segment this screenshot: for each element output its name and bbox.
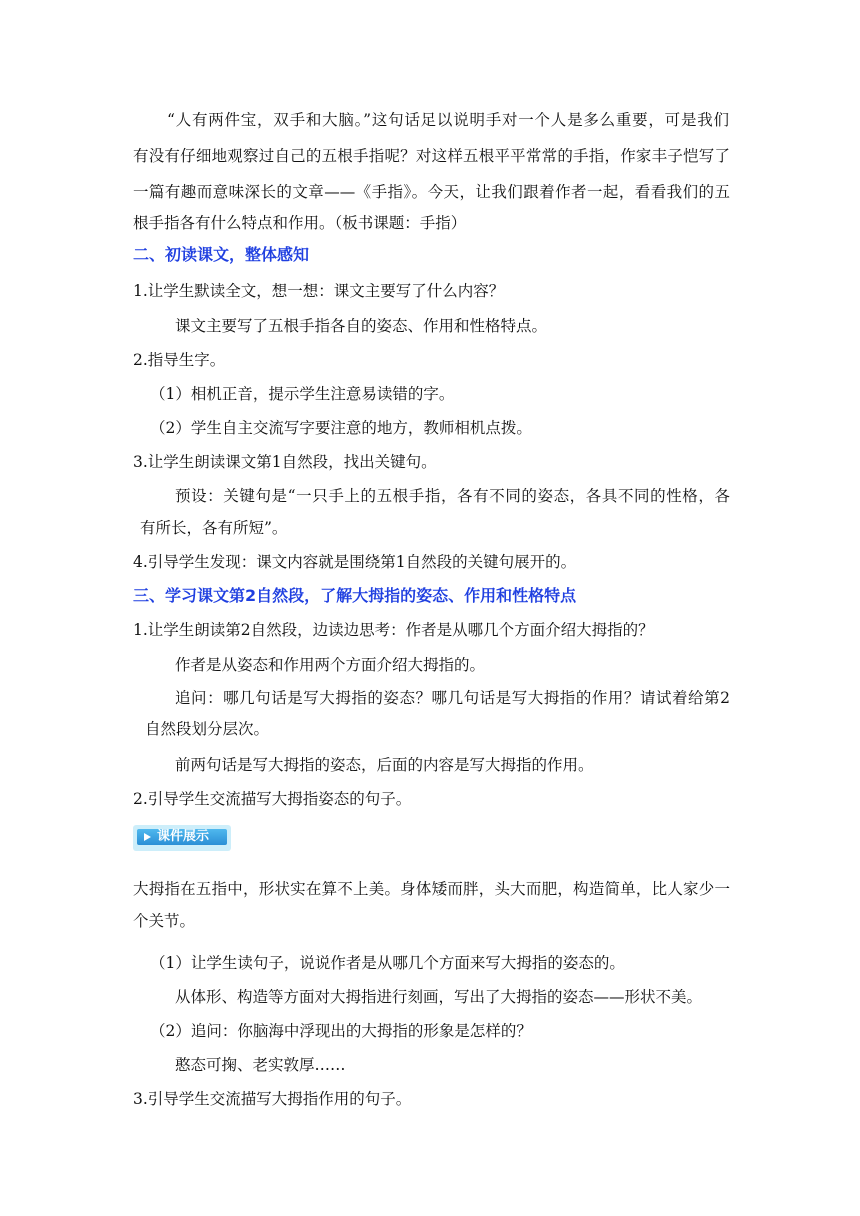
section-3-follow-up-2: 自然段划分层次。 [145, 720, 270, 738]
quote-line-1: 大拇指在五指中，形状实在算不上美。身体矮而胖，头大而肥，构造简单，比人家少一 [133, 880, 730, 898]
section-2-step-3-preset-1: 预设：关键句是“一只手上的五根手指，各有不同的姿态，各具不同的性格，各 [175, 487, 730, 505]
section-3-step-2: 2.引导学生交流描写大拇指姿态的句子。 [133, 790, 412, 808]
section-2-step-3: 3.让学生朗读课文第1自然段，找出关键句。 [133, 453, 437, 471]
courseware-badge [133, 825, 231, 851]
section-2-step-2-b: （2）学生自主交流写字要注意的地方，教师相机点拨。 [150, 419, 532, 437]
intro-line-3: 一篇有趣而意味深长的文章——《手指》。今天，让我们跟着作者一起，看看我们的五 [133, 183, 730, 201]
section-2-heading: 二、初读课文，整体感知 [133, 245, 310, 264]
question-1-answer: 从体形、构造等方面对大拇指进行刻画，写出了大拇指的姿态——形状不美。 [175, 988, 703, 1006]
section-3-follow-up-answer: 前两句话是写大拇指的姿态，后面的内容是写大拇指的作用。 [175, 756, 594, 774]
intro-line-2: 有没有仔细地观察过自己的五根手指呢？对这样五根平平常常的手指，作家丰子恺写了 [133, 147, 730, 165]
section-3-follow-up-1: 追问：哪几句话是写大拇指的姿态？哪几句话是写大拇指的作用？请试着给第2 [175, 689, 730, 707]
intro-line-4: 根手指各有什么特点和作用。（板书课题：手指） [133, 214, 467, 232]
section-2-step-1: 1.让学生默读全文，想一想：课文主要写了什么内容？ [133, 282, 505, 300]
quote-line-2: 个关节。 [133, 912, 196, 930]
section-2-step-2: 2.指导生字。 [133, 351, 226, 369]
section-3-step-1-answer: 作者是从姿态和作用两个方面介绍大拇指的。 [175, 656, 486, 674]
courseware-badge-label: 课件展示 [157, 829, 210, 844]
question-2: （2）追问：你脑海中浮现出的大拇指的形象是怎样的？ [150, 1022, 532, 1040]
section-3-step-3: 3.引导学生交流描写大拇指作用的句子。 [133, 1090, 412, 1108]
section-2-step-3-preset-2: 有所长，各有所短”。 [140, 519, 288, 537]
section-2-step-4: 4.引导学生发现：课文内容就是围绕第1自然段的关键句展开的。 [133, 553, 577, 571]
section-2-step-1-answer: 课文主要写了五根手指各自的姿态、作用和性格特点。 [175, 317, 548, 335]
question-2-answer: 憨态可掬、老实敦厚…… [175, 1056, 346, 1074]
section-2-step-2-a: （1）相机正音，提示学生注意易读错的字。 [150, 385, 455, 403]
section-3-heading: 三、学习课文第2自然段，了解大拇指的姿态、作用和性格特点 [133, 586, 577, 605]
question-1: （1）让学生读句子，说说作者是从哪几个方面来写大拇指的姿态的。 [150, 954, 625, 972]
section-3-step-1: 1.让学生朗读第2自然段，边读边思考：作者是从哪几个方面介绍大拇指的？ [133, 621, 654, 639]
play-icon [144, 833, 151, 841]
intro-line-1: “人有两件宝，双手和大脑。”这句话足以说明手对一个人是多么重要，可是我们 [167, 111, 729, 129]
